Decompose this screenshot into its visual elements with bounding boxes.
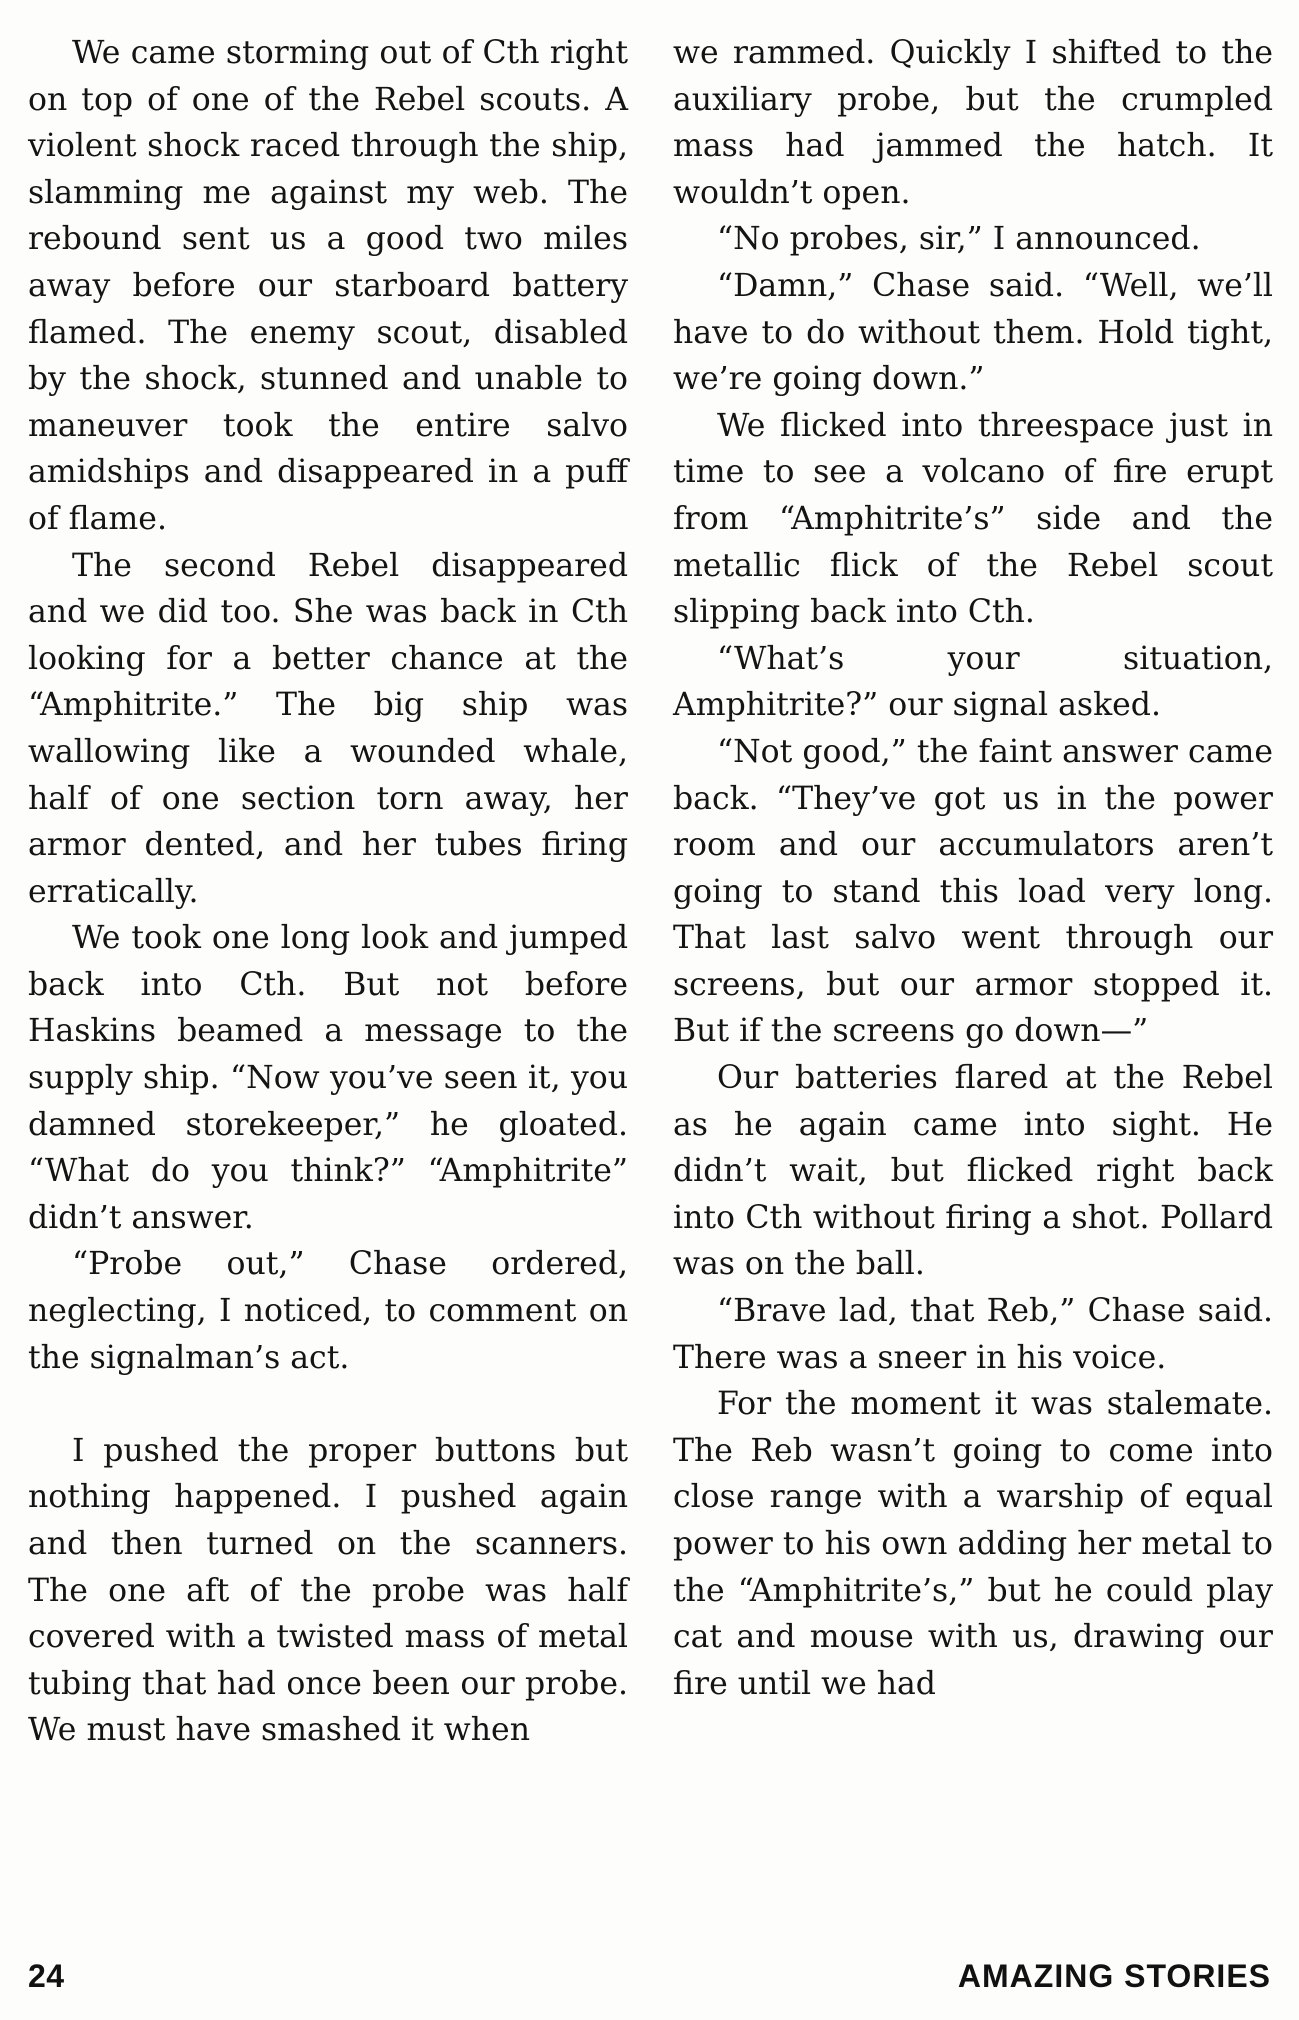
page-number: 24 [28,1958,65,1994]
paragraph: Our batteries flared at the Rebel as he again came into sight. He didn’t wait, but flicked right back into Cth without firing a shot. Pollard was on the ball. [673,1060,1273,1283]
paragraph: We flicked into threespace just in time to see a volcano of fire erupt from “Amphitrite’s” side and the metallic flick of the Rebel scout slipping back into Cth. [673,407,1273,631]
paragraph: We took one long look and jumped back into Cth. But not before Haskins beamed a message to the supply ship. “Now you’ve seen it, you damned storekeeper,” he gloated. “What do you think?” “Amphitrite” didn’t answer. [28,920,628,1236]
paragraph: The second Rebel disappeared and we did too. She was back in Cth looking for a better chance at the “Amphitrite.” The big ship was wallowing like a wounded whale, half of one section torn away, her armor dented, and her tubes firing erratically. [28,547,628,910]
magazine-title: AMAZING STORIES [957,1958,1271,1994]
paragraph: “Not good,” the faint answer came back. “They’ve got us in the power room and our accumulators aren’t going to stand this load very long. That last salvo went through our screens, but our armor stopped it. But if the screens go down—” [673,733,1273,1050]
paragraph: I pushed the proper buttons but nothing happened. I pushed again and then turned on the scanners. The one aft of the probe was half covered with a twisted mass of metal tubing that had once been our probe. We must have smashed it when [28,1432,628,1749]
paragraph: “What’s your situation, Amphitrite?” our signal asked. [673,640,1273,724]
paragraph: For the moment it was stalemate. The Reb wasn’t going to come into close range with a warship of equal power to his own adding her metal to the “Amphitrite’s,” but he could play cat and mouse with us, drawing our fire until we had [673,1386,1273,1702]
paragraph: “No probes, sir,” I announced. [717,221,1201,258]
left-column [28,30,628,1754]
section-break [28,1381,628,1428]
paragraph: “Probe out,” Chase ordered, neglecting, I noticed, to comment on the signalman’s act. [28,1246,628,1376]
paragraph: “Damn,” Chase said. “Well, we’ll have to do without them. Hold tight, we’re going down.” [673,267,1273,398]
paragraph-continued: we rammed. Quickly I shifted to the auxiliary probe, but the crumpled mass had jammed the hatch. It wouldn’t open. [673,35,1273,211]
paragraph: We came storming out of Cth right on top of one of the Rebel scouts. A violent shock raced through the ship, slamming me against my web. The rebound sent us a good two miles away before our starboard battery flamed. The enemy scout, disabled by the shock, stunned and unable to maneuver took the entire salvo amidships and disappeared in a puff of flame. [28,35,628,537]
right-column [673,30,1273,1707]
paragraph: “Brave lad, that Reb,” Chase said. There was a sneer in his voice. [673,1293,1273,1376]
